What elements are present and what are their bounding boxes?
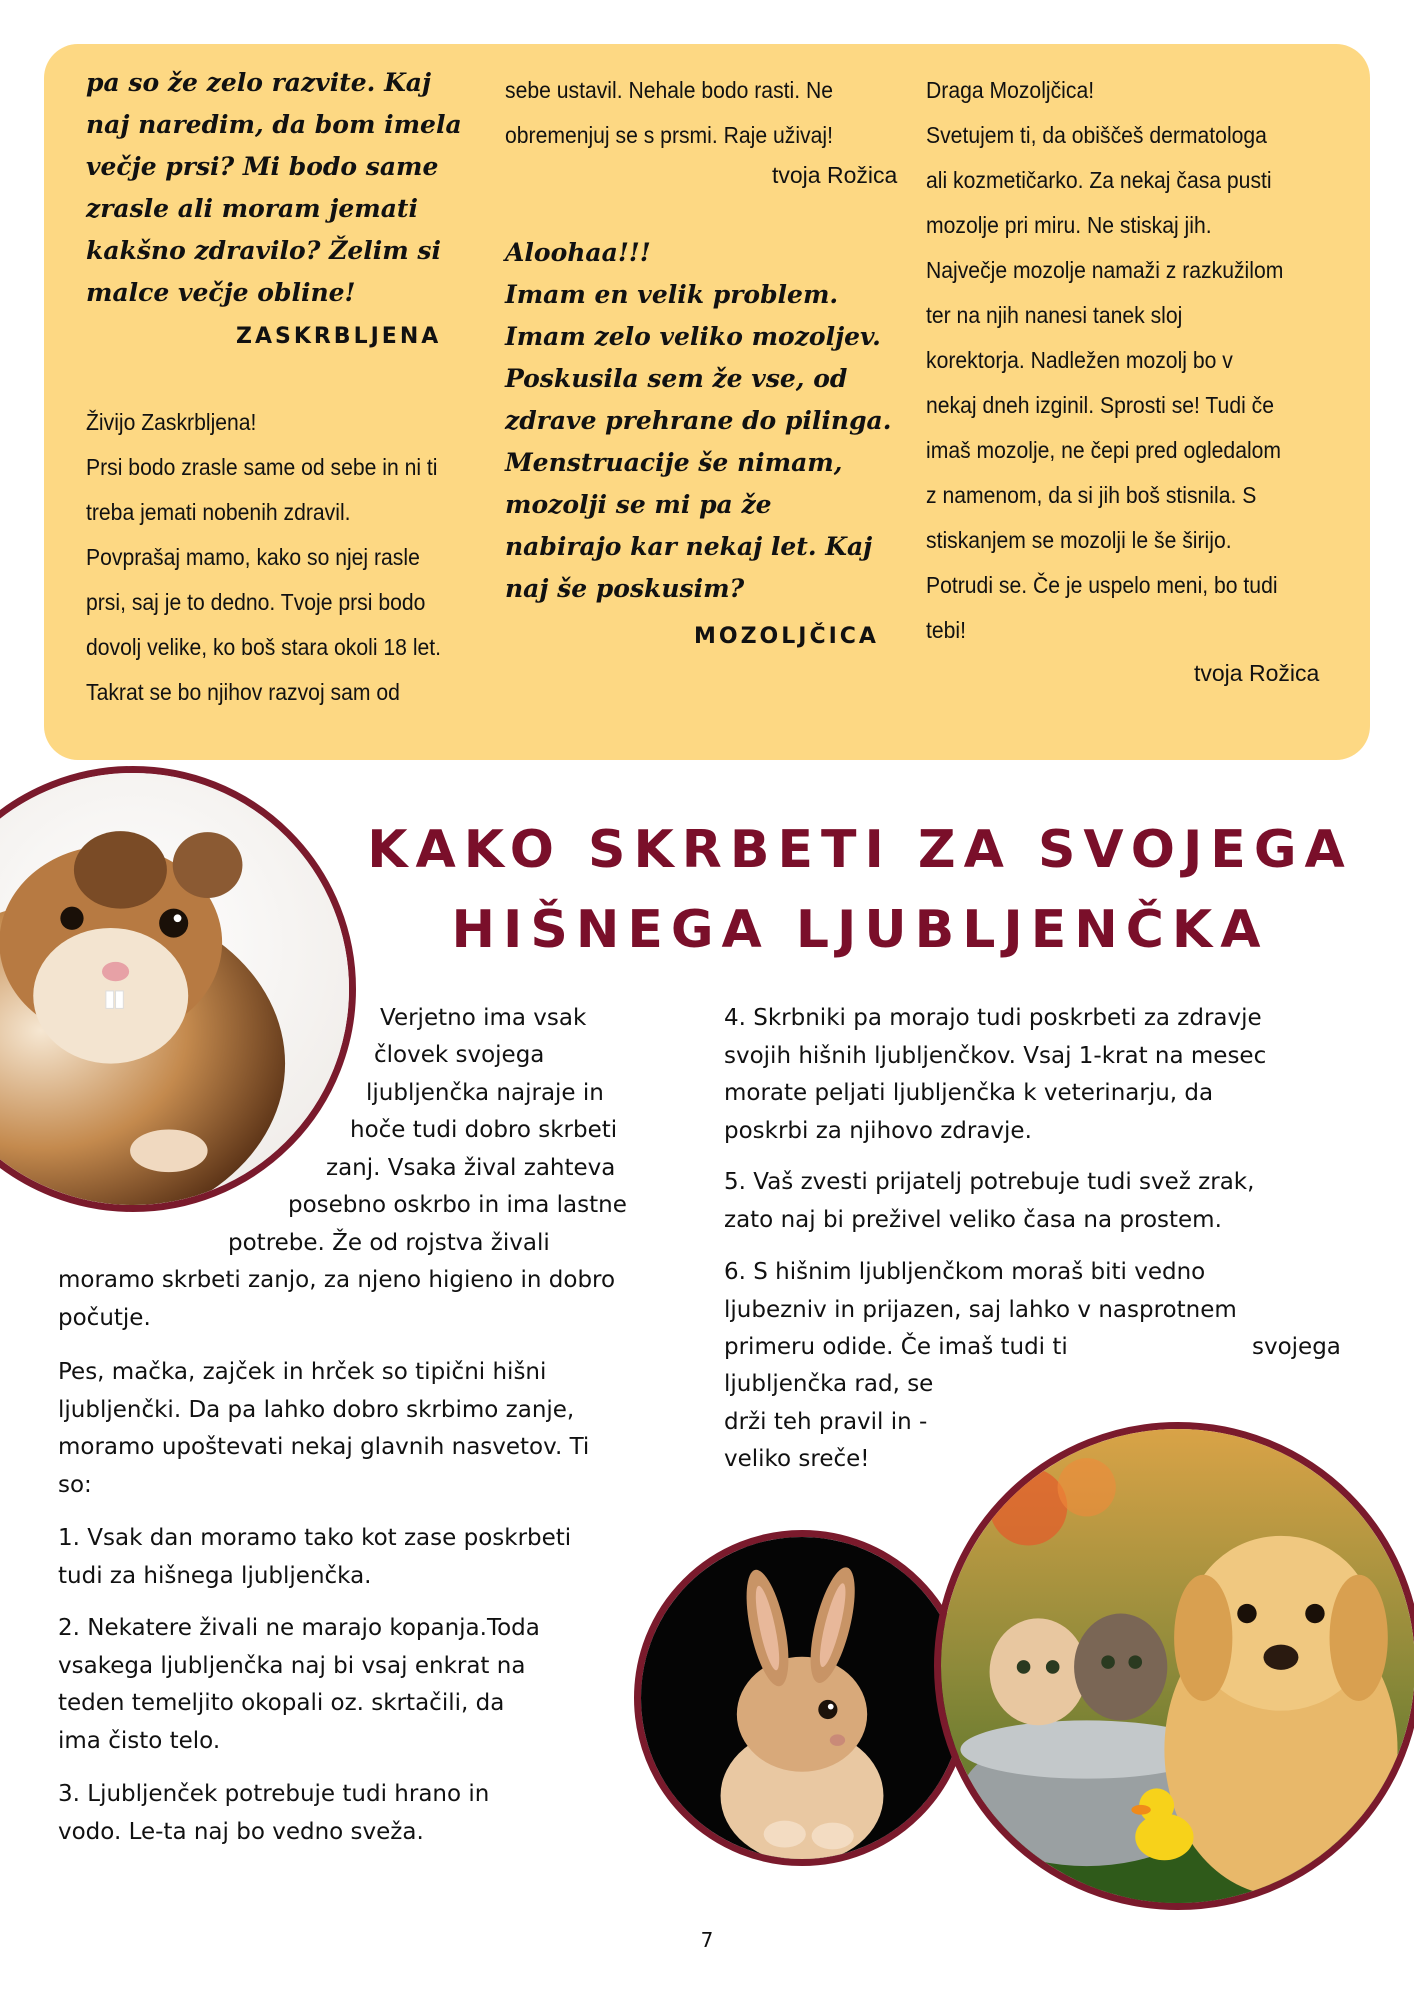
paragraph-line: ima čisto telo. [58,1727,221,1754]
paragraph-line: so: [58,1471,92,1498]
intro-line: Verjetno ima vsak [380,1005,587,1031]
paragraph-line: ljubljenčki. Da pa lahko dobro skrbimo zanje, [58,1396,575,1423]
letter-line: naj še poskusim? [505,574,745,603]
paragraph-line: vodo. Le-ta naj bo vedno sveža. [58,1818,424,1845]
reply-line: z namenom, da si jih boš stisnila. S [926,482,1257,508]
reply-line: ter na njih nanesi tanek sloj [926,302,1183,328]
intro-line: zanj. Vsaka žival zahteva [326,1155,616,1181]
paragraph-line: 2. Nekatere živali ne marajo kopanja.Toda [58,1615,540,1641]
paragraph-line: drži teh pravil in - [724,1408,928,1435]
reply-continued [505,68,915,158]
paragraph-line: svojih hišnih ljubljenčkov. Vsaj 1-krat na mesec [724,1042,1267,1069]
intro-line: človek svojega [374,1042,545,1068]
article-title-line1: KAKO SKRBETI ZA SVOJEGA [367,820,1353,880]
paragraph-line: 4. Skrbniki pa morajo tudi poskrbeti za zdravje [724,1005,1262,1031]
page-number: 7 [700,1928,714,1952]
reply-line: Največje mozolje namaži z razkužilom [926,257,1284,283]
letter-line: Imam en velik problem. [505,280,839,309]
paragraph-line: zato naj bi preživel veliko časa na prostem. [724,1206,1222,1233]
paragraph-line: Pes, mačka, zajček in hrček so tipični hišni [58,1359,547,1385]
letter-line: mozolji se mi pa že [505,490,772,519]
reply-line: stiskanjem se mozolji le še širijo. [926,527,1232,553]
intro-line: moramo skrbeti zanjo, za njeno higieno in dobro [58,1267,616,1293]
paragraph-line: ljubljenčka rad, se [724,1371,934,1397]
point-3 [58,1776,618,1851]
signature-mozoljcica: MOZOLJČICA [694,624,879,649]
paragraph-pets [58,1354,678,1504]
intro-line: hoče tudi dobro skrbeti [350,1117,618,1143]
paragraph-line: poskrbi za njihovo zdravje. [724,1117,1032,1144]
puppy-kittens-photo [934,1422,1414,1910]
point-2 [58,1610,678,1760]
reply-line: Takrat se bo njihov razvoj sam od [86,679,400,705]
paragraph-line: moramo upoštevati nekaj glavnih nasvetov. Ti [58,1434,590,1460]
paragraph-line: teden temeljito okopali oz. skrtačili, da [58,1690,505,1716]
reply-line: Živijo Zaskrbljena! [86,409,257,435]
signature-rozica: tvoja Rožica [772,162,898,188]
reply-line: Povprašaj mamo, kako so njej rasle [86,544,420,570]
letter-line: večje prsi? Mi bodo same [86,152,439,181]
paragraph-line: tudi za hišnega ljubljenčka. [58,1562,372,1589]
point-6-split-left: primeru odide. Če imaš tudi ti [724,1334,1068,1360]
reply-line: tebi! [926,617,966,643]
reply-mozoljcica [926,68,1346,653]
rabbit-image [641,1537,963,1859]
point-5 [724,1164,1384,1239]
reply-line: obremenjuj se s prsmi. Raje uživaj! [505,122,833,148]
reply-line: nekaj dneh izginil. Sprosti se! Tudi če [926,392,1275,418]
puppy-kittens-image [941,1429,1414,1903]
signature-rozica-2: tvoja Rožica [1194,660,1320,686]
intro-line: posebno oskrbo in ima lastne [288,1192,627,1218]
letter-line: Menstruacije še nimam, [505,448,843,477]
letter-zaskrbljena [86,62,486,314]
hamster-photo [0,766,356,1212]
paragraph-line: 3. Ljubljenček potrebuje tudi hrano in [58,1781,490,1807]
reply-line: Potrudi se. Če je uspelo meni, bo tudi [926,572,1278,598]
rabbit-photo [634,1530,970,1866]
reply-line: Svetujem ti, da obiščeš dermatologa [926,122,1267,148]
paragraph-line: veliko sreče! [724,1446,870,1472]
letter-mozoljcica [505,232,925,610]
intro-line: potrebe. Že od rojstva živali [228,1230,550,1256]
paragraph-line: ljubezniv in prijazen, saj lahko v nasprotnem [724,1296,1237,1323]
reply-line: treba jemati nobenih zdravil. [86,499,351,525]
reply-line: imaš mozolje, ne čepi pred ogledalom [926,437,1282,463]
point-1 [58,1520,678,1595]
reply-line: korektorja. Nadležen mozolj bo v [926,347,1233,373]
letter-line: Poskusila sem že vse, od [505,364,848,393]
paragraph-line: morate peljati ljubljenčka k veterinarju, da [724,1080,1214,1106]
intro-line: počutje. [58,1305,151,1331]
article-title-line2: HIŠNEGA LJUBLJENČKA [451,900,1269,960]
hamster-image [0,773,349,1205]
intro-line: ljubljenčka najraje in [366,1080,604,1106]
paragraph-line: 5. Vaš zvesti prijatelj potrebuje tudi svež zrak, [724,1169,1255,1195]
reply-line: dovolj velike, ko boš stara okoli 18 let. [86,634,442,660]
reply-line: prsi, saj je to dedno. Tvoje prsi bodo [86,589,426,615]
reply-line: mozolje pri miru. Ne stiskaj jih. [926,212,1212,238]
letter-line: kakšno zdravilo? Želim si [86,236,441,265]
point-4 [724,1000,1384,1150]
letter-line: Imam zelo veliko mozoljev. [505,322,881,351]
letter-line: zdrave prehrane do pilinga. [505,406,892,435]
reply-zaskrbljena [86,400,506,715]
signature-zaskrbljena: ZASKRBLJENA [236,324,442,349]
reply-line: Prsi bodo zrasle same od sebe in ni ti [86,454,438,480]
letter-line: nabirajo kar nekaj let. Kaj [505,532,873,561]
letter-line: malce večje obline! [86,278,356,307]
point-6-split-right: svojega [1252,1334,1341,1360]
paragraph-line: 1. Vsak dan moramo tako kot zase poskrbeti [58,1525,572,1551]
reply-line: Draga Mozoljčica! [926,77,1095,103]
paragraph-line: vsakega ljubljenčka naj bi vsaj enkrat na [58,1652,526,1679]
letter-line: naj naredim, da bom imela [86,110,462,139]
letter-line: pa so že zelo razvite. Kaj [86,68,432,97]
point-6 [724,1254,1384,1329]
letter-line: zrasle ali moram jemati [86,194,418,223]
letter-line: Aloohaa!!! [505,238,651,267]
reply-line: sebe ustavil. Nehale bodo rasti. Ne [505,77,834,103]
point-6-tail [724,1366,1024,1479]
paragraph-line: 6. S hišnim ljubljenčkom moraš biti vedno [724,1259,1206,1285]
reply-line: ali kozmetičarko. Za nekaj časa pusti [926,167,1272,193]
